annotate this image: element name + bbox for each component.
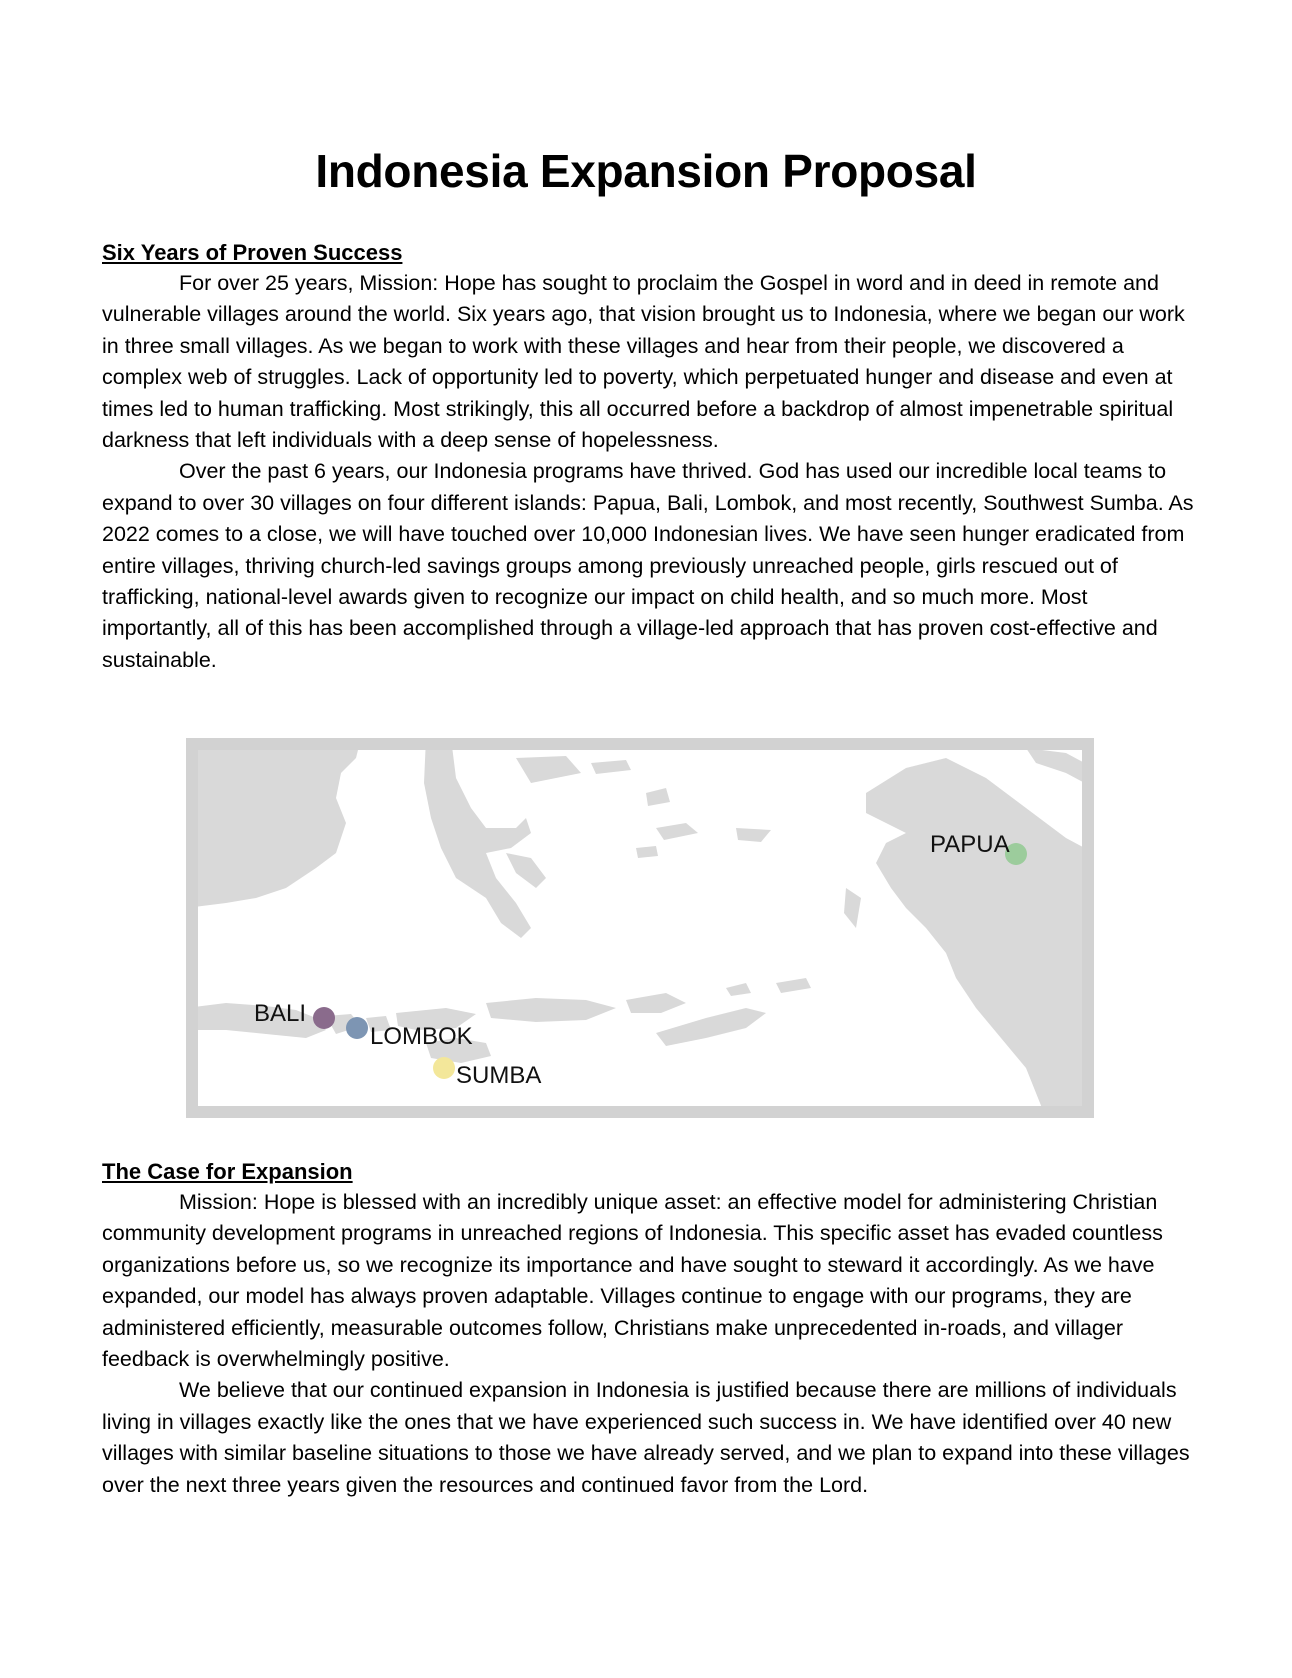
bali-label: BALI bbox=[254, 1000, 307, 1027]
indonesia-map bbox=[186, 738, 1094, 1118]
papua-label: PAPUA bbox=[930, 831, 1010, 858]
paragraph: For over 25 years, Mission: Hope has sought to proclaim the Gospel in word and in deed in remote and vulnerable villages around the world. Six years ago, that vision brought us to Indonesia, where we began our work in three small villages. As we began to work with these villages and hear from their people, we discovered a complex web of struggles. Lack of opportunity led to poverty, which perpetuated hunger and disease and even at times led to human trafficking. Most strikingly, this all occurred before a backdrop of almost impenetrable spiritual darkness that left individuals with a deep sense of hopelessness. bbox=[102, 271, 1185, 453]
paragraph: We believe that our continued expansion in Indonesia is justified because there are millions of individuals living in villages exactly like the ones that we have experienced such success in. We have identified over 40 new villages with similar baseline situations to those we have already served, and we plan to expand into these villages over the next three years given the resources and continued favor from the Lord. bbox=[102, 1378, 1190, 1497]
section-case-for-expansion bbox=[102, 1156, 1197, 1501]
bali-marker bbox=[313, 1007, 335, 1029]
lombok-marker bbox=[346, 1017, 368, 1039]
section-heading: The Case for Expansion bbox=[102, 1159, 353, 1184]
paragraph: Mission: Hope is blessed with an incredibly unique asset: an effective model for administering Christian community development programs in unreached regions of Indonesia. This specific asset has evaded countless organizations before us, so we recognize its importance and have sought to steward it accordingly. As we have expanded, our model has always proven adaptable. Villages continue to engage with our programs, they are administered efficiently, measurable outcomes follow, Christians make unprecedented in-roads, and villager feedback is overwhelmingly positive. bbox=[102, 1190, 1163, 1372]
sumba-label: SUMBA bbox=[456, 1062, 542, 1089]
section-heading: Six Years of Proven Success bbox=[102, 240, 403, 265]
lombok-label: LOMBOK bbox=[370, 1023, 473, 1050]
paragraph: Over the past 6 years, our Indonesia programs have thrived. God has used our incredible local teams to expand to over 30 villages on four different islands: Papua, Bali, Lombok, and most recently, Southwest Sumba. As 2022 comes to a close, we will have touched over 10,000 Indonesian lives. We have seen hunger eradicated from entire villages, thriving church-led savings groups among previously unreached people, girls rescued out of trafficking, national-level awards given to recognize our impact on child health, and so much more. Most importantly, all of this has been accomplished through a village-led approach that has proven cost-effective and sustainable. bbox=[102, 459, 1194, 672]
sumba-marker bbox=[433, 1057, 455, 1079]
page-title: Indonesia Expansion Proposal bbox=[315, 145, 977, 197]
section-proven-success bbox=[102, 237, 1197, 676]
